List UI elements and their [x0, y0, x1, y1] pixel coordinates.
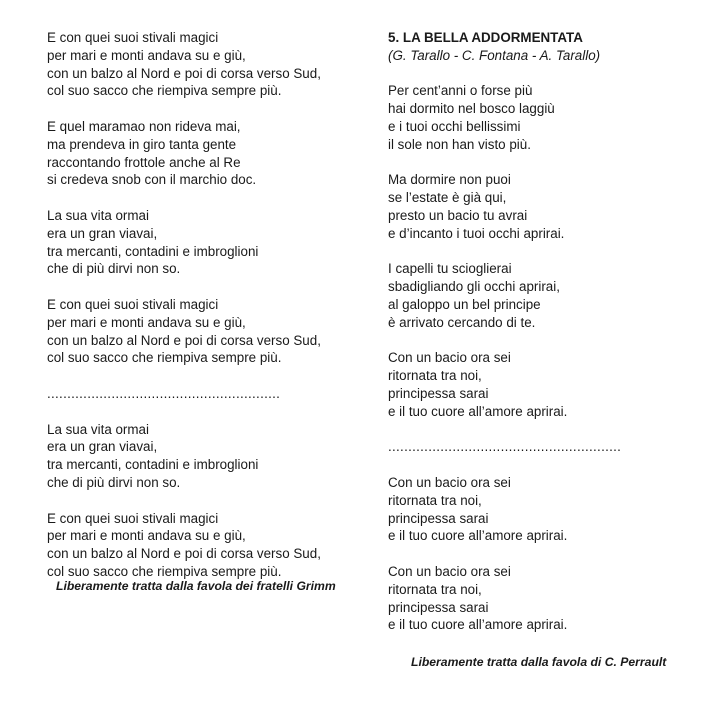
lyric-line: che di più dirvi non so. [47, 474, 181, 490]
left-column [47, 29, 357, 599]
lyric-line: raccontando frottole anche al Re [47, 154, 241, 170]
lyric-line: si credeva snob con il marchio doc. [47, 172, 257, 188]
left-source-note: Liberamente tratta dalla favola dei fratelli Grimm [56, 579, 336, 593]
stanza [388, 563, 688, 634]
lyric-line: se l’estate è già qui, [388, 190, 507, 206]
lyric-line: hai dormito nel bosco laggiù [388, 101, 555, 117]
lyric-line: tra mercanti, contadini e imbroglioni [47, 457, 259, 473]
lyric-line: ritornata tra noi, [388, 581, 482, 597]
lyric-line: con un balzo al Nord e poi di corsa verso Sud, [47, 65, 321, 81]
stanza [47, 421, 357, 492]
right-column [388, 29, 688, 652]
left-separator: .......................................................... [47, 385, 281, 401]
right-stanzas-b [388, 474, 688, 634]
stanza [388, 171, 688, 242]
lyric-line: con un balzo al Nord e poi di corsa verso Sud, [47, 332, 321, 348]
lyric-line: e d’incanto i tuoi occhi aprirai. [388, 225, 565, 241]
right-source-note: Liberamente tratta dalla favola di C. Perrault [411, 655, 667, 669]
lyric-line: è arrivato cercando di te. [388, 314, 536, 330]
lyric-line: La sua vita ormai [47, 421, 149, 437]
stanza [47, 296, 357, 367]
lyric-line: con un balzo al Nord e poi di corsa verso Sud, [47, 546, 321, 562]
lyric-line: sbadigliando gli occhi aprirai, [388, 279, 560, 295]
lyric-line: per mari e monti andava su e giù, [47, 314, 246, 330]
lyric-line: E quel maramao non rideva mai, [47, 118, 241, 134]
lyric-line: La sua vita ormai [47, 207, 149, 223]
lyric-line: e il tuo cuore all’amore aprirai. [388, 403, 568, 419]
lyric-line: ritornata tra noi, [388, 492, 482, 508]
left-stanzas-a [47, 29, 357, 367]
lyric-line: E con quei suoi stivali magici [47, 30, 219, 45]
stanza [388, 82, 688, 153]
lyric-line: Con un bacio ora sei [388, 350, 511, 366]
lyric-line: e il tuo cuore all’amore aprirai. [388, 617, 568, 633]
lyric-line: ritornata tra noi, [388, 368, 482, 384]
lyric-line: era un gran viavai, [47, 439, 158, 455]
lyric-line: Con un bacio ora sei [388, 563, 511, 579]
lyric-line: Ma dormire non puoi [388, 172, 511, 188]
lyric-line: principessa sarai [388, 510, 489, 526]
stanza [388, 474, 688, 545]
right-stanzas-a [388, 82, 688, 420]
lyric-line: Con un bacio ora sei [388, 474, 511, 490]
lyric-line: principessa sarai [388, 385, 489, 401]
lyric-line: presto un bacio tu avrai [388, 207, 528, 223]
stanza [388, 349, 688, 420]
stanza [47, 118, 357, 189]
lyric-line: e i tuoi occhi bellissimi [388, 118, 521, 134]
lyric-line: Per cent’anni o forse più [388, 83, 533, 99]
lyric-line: I capelli tu scioglierai [388, 261, 512, 277]
lyric-line: col suo sacco che riempiva sempre più. [47, 83, 282, 99]
lyric-line: al galoppo un bel principe [388, 296, 541, 312]
lyric-line: ma prendeva in giro tanta gente [47, 136, 237, 152]
song-title: 5. LA BELLA ADDORMENTATA [388, 30, 583, 45]
lyric-line: per mari e monti andava su e giù, [47, 528, 246, 544]
lyric-line: e il tuo cuore all’amore aprirai. [388, 528, 568, 544]
lyric-line: il sole non han visto più. [388, 136, 531, 152]
lyric-line: E con quei suoi stivali magici [47, 510, 219, 526]
lyric-line: per mari e monti andava su e giù, [47, 47, 246, 63]
lyric-line: E con quei suoi stivali magici [47, 296, 219, 312]
song-authors: (G. Tarallo - C. Fontana - A. Tarallo) [388, 47, 601, 63]
right-separator: .......................................................... [388, 439, 622, 455]
lyric-line: col suo sacco che riempiva sempre più. [47, 563, 282, 579]
stanza [47, 207, 357, 278]
stanza [47, 29, 357, 100]
lyric-line: che di più dirvi non so. [47, 261, 181, 277]
lyric-line: tra mercanti, contadini e imbroglioni [47, 243, 259, 259]
lyric-line: col suo sacco che riempiva sempre più. [47, 350, 282, 366]
stanza [47, 510, 357, 581]
lyric-line: principessa sarai [388, 599, 489, 615]
stanza [388, 260, 688, 331]
left-stanzas-b [47, 421, 357, 581]
lyric-line: era un gran viavai, [47, 225, 158, 241]
